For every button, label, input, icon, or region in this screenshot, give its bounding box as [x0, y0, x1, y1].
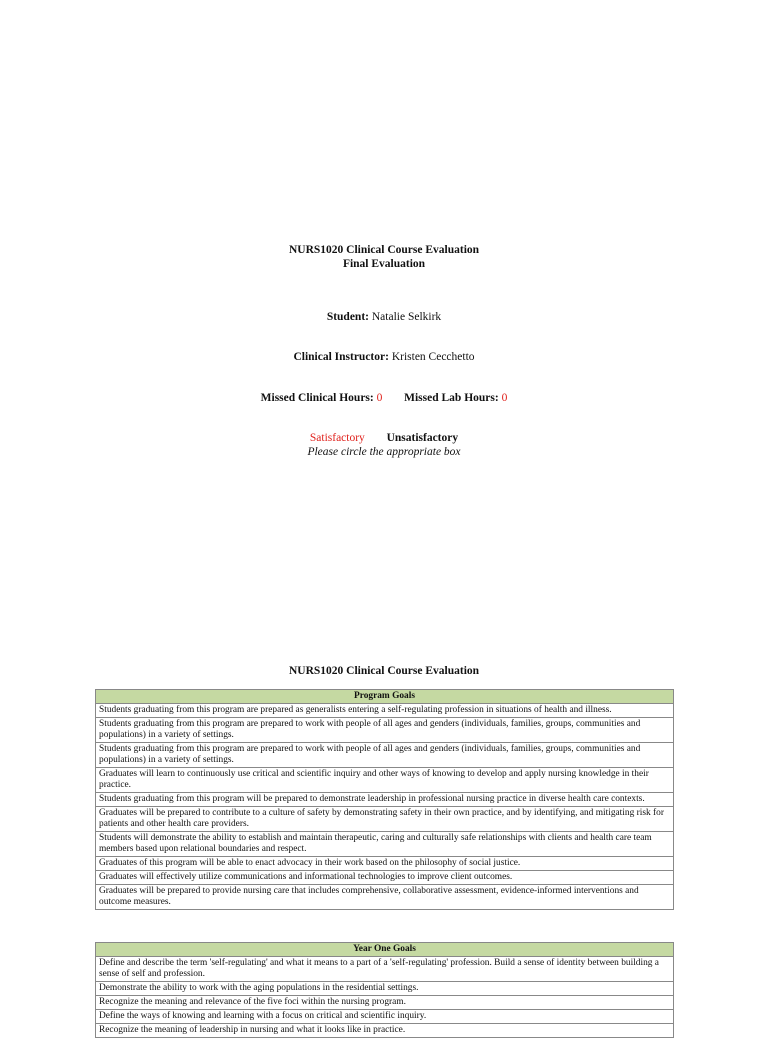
page-title: NURS1020 Clinical Course Evaluation [288, 244, 480, 256]
goal-cell: Recognize the meaning of leadership in nursing and what it looks like in practice. [96, 1024, 674, 1038]
missed-clinical-label: Missed Clinical Hours: [260, 392, 374, 404]
table-row [96, 704, 674, 718]
program-goals-header: Program Goals [96, 690, 674, 704]
instructor-name: Kristen Cecchetto [391, 351, 475, 363]
goal-cell: Define the ways of knowing and learning with a focus on critical and scientific inquiry. [96, 1010, 674, 1024]
table-row [96, 957, 674, 982]
table-row [96, 871, 674, 885]
table-row [96, 857, 674, 871]
missed-lab-label: Missed Lab Hours: [404, 392, 499, 404]
student-line [0, 310, 768, 324]
table-row [96, 768, 674, 793]
goal-cell: Demonstrate the ability to work with the aging populations in the residential settings. [96, 982, 674, 996]
goal-cell: Graduates will effectively utilize communications and informational technologies to improve client outcomes. [96, 871, 674, 885]
table-row [96, 996, 674, 1010]
goal-cell: Graduates of this program will be able to enact advocacy in their work based on the philosophy of social justice. [96, 857, 674, 871]
evaluation-result-line [0, 431, 768, 445]
goal-cell: Recognize the meaning and relevance of the five foci within the nursing program. [96, 996, 674, 1010]
table-row [96, 743, 674, 768]
year-one-goals-header: Year One Goals [96, 943, 674, 957]
section-title: NURS1020 Clinical Course Evaluation [288, 665, 480, 677]
table-row [96, 718, 674, 743]
table-row [96, 1024, 674, 1038]
goal-cell: Graduates will be prepared to contribute to a culture of safety by demonstrating safety in their own practice, and by identifying, and mitigating risk for patients and other health care providers. [96, 807, 674, 832]
student-label: Student: [326, 311, 369, 323]
program-goals-table [95, 689, 674, 910]
goal-cell: Graduates will learn to continuously use critical and scientific inquiry and other ways of knowing to develop and apply nursing knowledge in their practice. [96, 768, 674, 793]
student-name: Natalie Selkirk [371, 311, 442, 323]
missed-clinical-value: 0 [376, 392, 383, 404]
goal-cell: Students graduating from this program are prepared to work with people of all ages and genders (individuals, families, groups, communities and populations) in a variety of settings. [96, 743, 674, 768]
goal-cell: Students graduating from this program are prepared to work with people of all ages and genders (individuals, families, groups, communities and populations) in a variety of settings. [96, 718, 674, 743]
table-row [96, 982, 674, 996]
table-row [96, 807, 674, 832]
goal-cell: Students will demonstrate the ability to establish and maintain therapeutic, caring and culturally safe relationships with clients and health care team members based upon relational boundaries and respect. [96, 832, 674, 857]
instruction-text: Please circle the appropriate box [307, 446, 461, 458]
page-subtitle: Final Evaluation [342, 258, 426, 270]
table-row [96, 832, 674, 857]
instructor-label: Clinical Instructor: [293, 351, 389, 363]
missed-lab-value: 0 [501, 392, 508, 404]
goal-cell: Students graduating from this program are prepared as generalists entering a self-regulating profession in situations of health and illness. [96, 704, 674, 718]
table-row [96, 1010, 674, 1024]
goal-cell: Graduates will be prepared to provide nursing care that includes comprehensive, collaborative assessment, evidence-informed interventions and outcome measures. [96, 885, 674, 910]
satisfactory-option[interactable]: Satisfactory [309, 432, 365, 444]
table-row [96, 793, 674, 807]
instructor-line [0, 350, 768, 364]
goal-cell: Students graduating from this program will be prepared to demonstrate leadership in professional nursing practice in diverse health care contexts. [96, 793, 674, 807]
unsatisfactory-option[interactable]: Unsatisfactory [386, 432, 459, 444]
missed-hours-line [0, 391, 768, 405]
goal-cell: Define and describe the term 'self-regulating' and what it means to a part of a 'self-regulating' profession. Build a sense of identity between building a sense of self and profession. [96, 957, 674, 982]
table-row [96, 885, 674, 910]
